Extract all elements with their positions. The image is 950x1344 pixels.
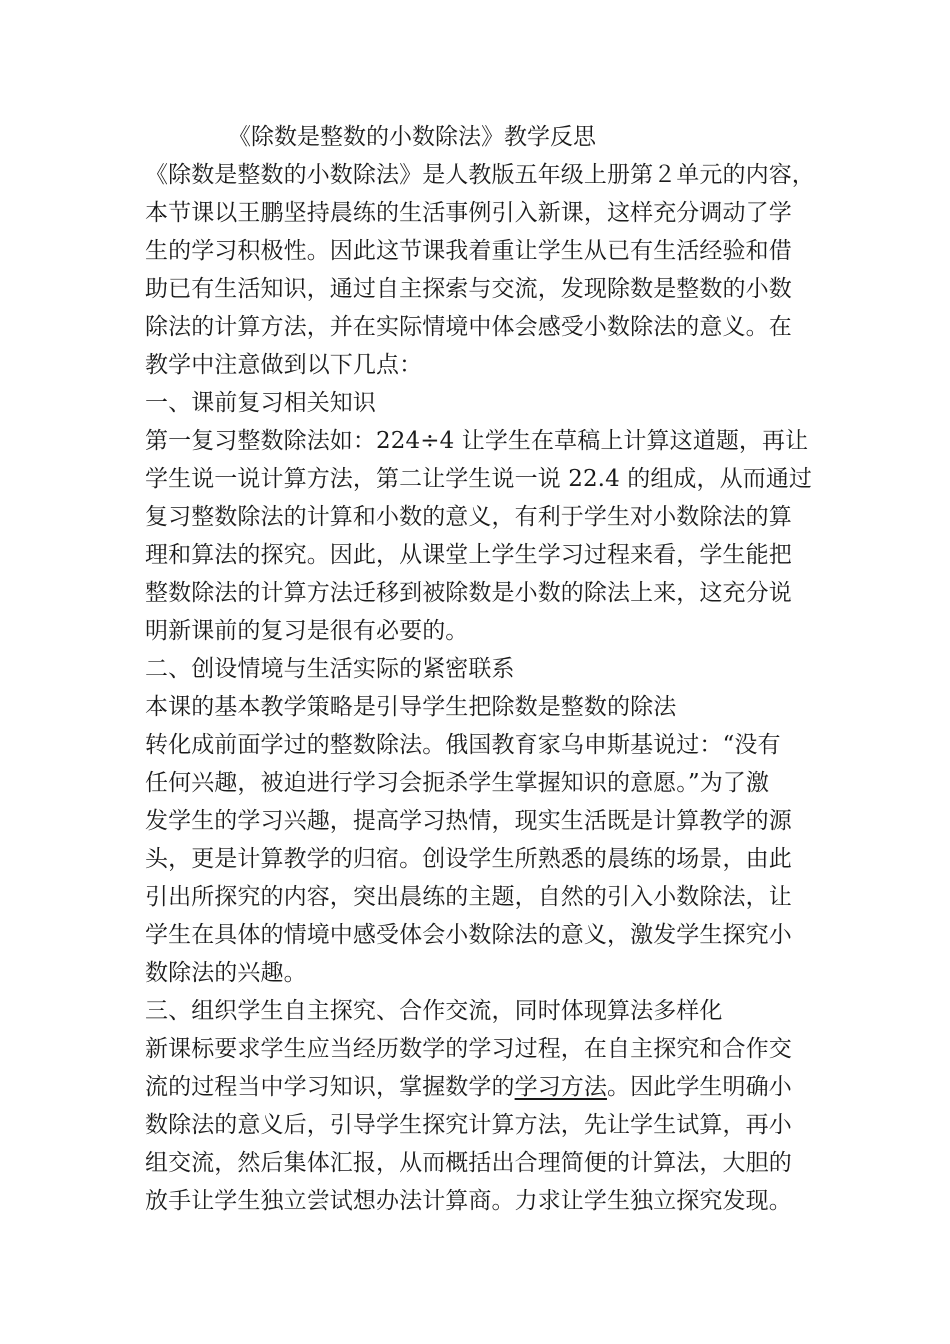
text-line: 明新课前的复习是很有必要的。 [145,618,469,644]
text-line: 除法的计算方法，并在实际情境中体会感受小数除法的意义。在 [145,314,792,340]
text-line: 本课的基本教学策略是引导学生把除数是整数的除法 [145,694,677,720]
text-line: 转化成前面学过的整数除法。俄国教育家乌申斯基说过：“没有 [145,732,781,758]
text-line: 任何兴趣，被迫进行学习会扼杀学生掌握知识的意愿。”为了激 [145,770,770,796]
text-segment: 流的过程当中学习知识，掌握数学的 [145,1074,515,1100]
text-line: 本节课以王鹏坚持晨练的生活事例引入新课，这样充分调动了学 [145,200,792,226]
text-line-with-link [145,1068,825,1106]
text-line: 放手让学生独立尝试想办法计算商。力求让学生独立探究发现。 [145,1188,792,1214]
section-heading-2: 二、创设情境与生活实际的紧密联系 [145,656,515,682]
text-line: 学生说一说计算方法，第二让学生说一说 22.4 的组成，从而通过 [145,466,813,492]
text-line: 教学中注意做到以下几点： [145,352,423,378]
text-line: 生的学习积极性。因此这节课我着重让学生从已有生活经验和借 [145,238,792,264]
document-title: 《除数是整数的小数除法》教学反思 [228,124,596,150]
text-line: 数除法的兴趣。 [145,960,307,986]
document-body [145,156,825,1220]
text-line: 整数除法的计算方法迁移到被除数是小数的除法上来，这充分说 [145,580,792,606]
study-method-link[interactable]: 学习方法 [514,1074,608,1100]
text-line: 发学生的学习兴趣，提高学习热情，现实生活既是计算教学的源 [145,808,792,834]
text-line: 复习整数除法的计算和小数的意义，有利于学生对小数除法的算 [145,504,792,530]
text-segment: 。因此学生明确小 [607,1074,792,1100]
section-heading-1: 一、课前复习相关知识 [145,390,376,416]
text-line: 《除数是整数的小数除法》是人教版五年级上册第２单元的内容， [145,162,815,188]
text-line: 助已有生活知识，通过自主探索与交流，发现除数是整数的小数 [145,276,792,302]
section-heading-3: 三、组织学生自主探究、合作交流，同时体现算法多样化 [145,998,723,1024]
text-line: 头，更是计算教学的归宿。创设学生所熟悉的晨练的场景，由此 [145,846,792,872]
text-line: 理和算法的探究。因此，从课堂上学生学习过程来看，学生能把 [145,542,792,568]
text-line: 新课标要求学生应当经历数学的学习过程，在自主探究和合作交 [145,1036,792,1062]
text-line: 引出所探究的内容，突出晨练的主题，自然的引入小数除法，让 [145,884,792,910]
text-line: 学生在具体的情境中感受体会小数除法的意义，激发学生探究小 [145,922,792,948]
text-line: 第一复习整数除法如：224÷4 让学生在草稿上计算这道题，再让 [145,428,809,454]
text-line: 数除法的意义后，引导学生探究计算方法，先让学生试算，再小 [145,1112,792,1138]
text-line: 组交流，然后集体汇报，从而概括出合理简便的计算法，大胆的 [145,1150,792,1176]
